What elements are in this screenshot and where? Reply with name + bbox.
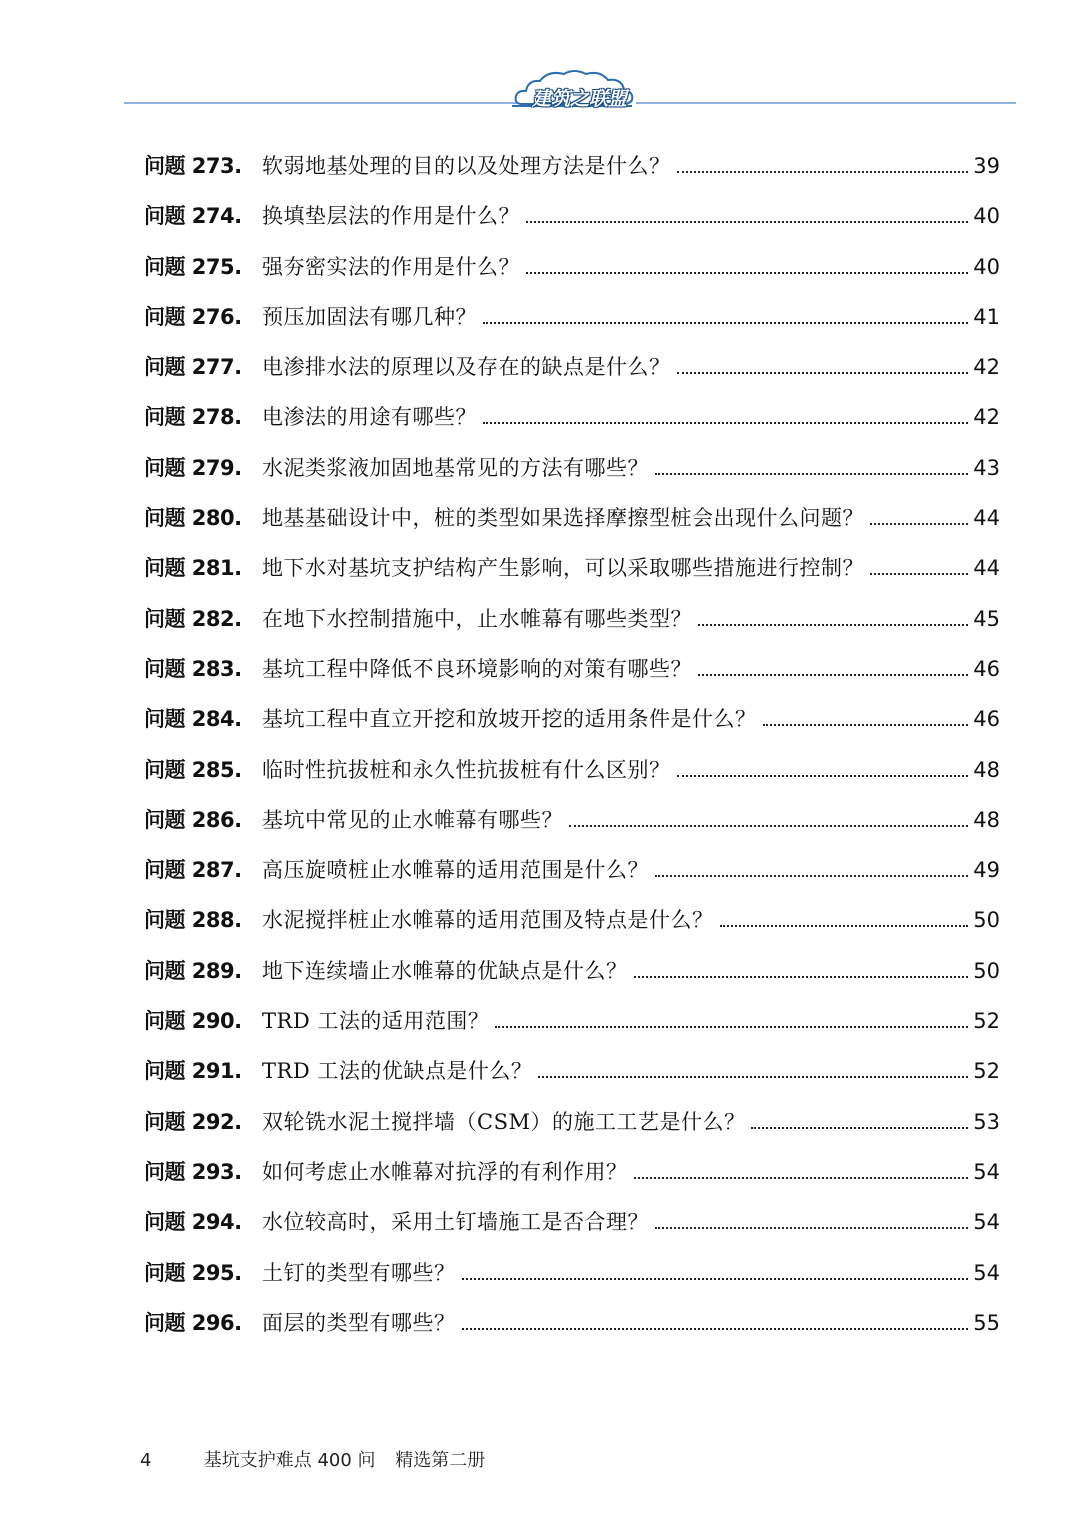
- toc-entry[interactable]: [144, 653, 1000, 703]
- toc-entry-title: 如何考虑止水帷幕对抗浮的有利作用？: [262, 1159, 628, 1184]
- toc-entry-label: 问题 293.: [144, 1159, 242, 1184]
- toc-entry[interactable]: [144, 603, 1000, 653]
- toc-entry-title: 基坑工程中直立开挖和放坡开挖的适用条件是什么？: [262, 707, 757, 732]
- toc-entry-page: 39: [973, 154, 1000, 178]
- toc-entry-page: 46: [973, 656, 1000, 681]
- toc-entry-page: 45: [973, 606, 1000, 631]
- toc-entry-page: 41: [973, 304, 1000, 329]
- toc-entry-label: 问题 295.: [144, 1260, 242, 1285]
- toc-dot-leader: [495, 1026, 968, 1028]
- page-footer: [140, 1446, 485, 1472]
- toc-entry[interactable]: [144, 552, 1000, 602]
- toc-entry-title: 水位较高时，采用土钉墙施工是否合理？: [262, 1210, 649, 1235]
- toc-entry-page: 49: [973, 858, 1000, 883]
- toc-entry-title: TRD 工法的优缺点是什么？: [262, 1059, 533, 1084]
- toc-entry-label: 问题 289.: [144, 958, 242, 983]
- toc-entry-page: 40: [973, 254, 1000, 279]
- toc-entry[interactable]: [144, 854, 1000, 904]
- toc-dot-leader: [870, 523, 968, 525]
- toc-dot-leader: [763, 724, 969, 726]
- toc-dot-leader: [677, 171, 969, 173]
- toc-entry[interactable]: [144, 904, 1000, 954]
- header-rule-right: [636, 102, 1016, 104]
- toc-dot-leader: [870, 573, 968, 575]
- toc-entry-label: 问题 273.: [144, 154, 242, 178]
- page-header: [120, 66, 1020, 116]
- toc-dot-leader: [526, 272, 968, 274]
- toc-entry[interactable]: [144, 301, 1000, 351]
- toc-entry-title: 强夯密实法的作用是什么？: [262, 254, 520, 279]
- toc-dot-leader: [483, 322, 968, 324]
- toc-dot-leader: [655, 473, 968, 475]
- toc-entry-label: 问题 282.: [144, 606, 242, 631]
- toc-entry-page: 54: [973, 1210, 1000, 1235]
- toc-entry-page: 46: [973, 707, 1000, 732]
- toc-entry-page: 42: [973, 355, 1000, 380]
- toc-entry-page: 48: [973, 757, 1000, 782]
- table-of-contents: [144, 150, 1000, 1357]
- toc-entry-label: 问题 296.: [144, 1310, 242, 1335]
- toc-entry[interactable]: [144, 200, 1000, 250]
- toc-entry-label: 问题 287.: [144, 858, 242, 883]
- toc-dot-leader: [677, 775, 969, 777]
- toc-entry[interactable]: [144, 955, 1000, 1005]
- toc-entry-title: 基坑中常见的止水帷幕有哪些？: [262, 807, 563, 832]
- toc-entry[interactable]: [144, 1005, 1000, 1055]
- toc-entry-title: 电渗排水法的原理以及存在的缺点是什么？: [262, 355, 671, 380]
- toc-entry-title: 双轮铣水泥土搅拌墙（CSM）的施工工艺是什么？: [262, 1109, 746, 1134]
- footer-volume: 精选第二册: [395, 1450, 486, 1471]
- toc-dot-leader: [655, 1227, 968, 1229]
- toc-dot-leader: [655, 875, 968, 877]
- toc-entry-title: 面层的类型有哪些？: [262, 1310, 456, 1335]
- toc-entry-label: 问题 284.: [144, 707, 242, 732]
- toc-dot-leader: [462, 1328, 969, 1330]
- toc-entry-title: 土钉的类型有哪些？: [262, 1260, 456, 1285]
- toc-entry-title: 换填垫层法的作用是什么？: [262, 204, 520, 229]
- toc-entry-title: 高压旋喷桩止水帷幕的适用范围是什么？: [262, 858, 649, 883]
- logo-text: 建筑之联盟: [532, 88, 628, 110]
- toc-entry-label: 问题 288.: [144, 908, 242, 933]
- toc-entry-title: 地下水对基坑支护结构产生影响，可以采取哪些措施进行控制？: [262, 556, 864, 581]
- toc-entry-label: 问题 294.: [144, 1210, 242, 1235]
- toc-entry[interactable]: [144, 804, 1000, 854]
- cloud-logo-icon: [510, 66, 640, 112]
- toc-entry-label: 问题 274.: [144, 204, 242, 229]
- toc-entry[interactable]: [144, 452, 1000, 502]
- toc-entry-page: 53: [973, 1109, 1000, 1134]
- toc-entry-title: 临时性抗拔桩和永久性抗拔桩有什么区别？: [262, 757, 671, 782]
- toc-dot-leader: [569, 825, 968, 827]
- toc-dot-leader: [634, 1177, 969, 1179]
- toc-entry[interactable]: [144, 1055, 1000, 1105]
- footer-book-title: 基坑支护难点 400 问: [203, 1450, 376, 1471]
- toc-entry[interactable]: [144, 754, 1000, 804]
- toc-dot-leader: [526, 221, 968, 223]
- toc-entry-title: 在地下水控制措施中，止水帷幕有哪些类型？: [262, 606, 692, 631]
- toc-entry-label: 问题 280.: [144, 506, 242, 531]
- toc-entry[interactable]: [144, 401, 1000, 451]
- toc-entry-title: 水泥搅拌桩止水帷幕的适用范围及特点是什么？: [262, 908, 714, 933]
- toc-entry[interactable]: [144, 1257, 1000, 1307]
- toc-entry-label: 问题 277.: [144, 355, 242, 380]
- toc-entry[interactable]: [144, 351, 1000, 401]
- toc-entry-title: 软弱地基处理的目的以及处理方法是什么？: [262, 154, 671, 178]
- toc-entry-title: TRD 工法的适用范围？: [262, 1009, 490, 1034]
- toc-entry[interactable]: [144, 703, 1000, 753]
- toc-entry-label: 问题 285.: [144, 757, 242, 782]
- toc-dot-leader: [483, 422, 968, 424]
- toc-entry-label: 问题 276.: [144, 304, 242, 329]
- toc-dot-leader: [538, 1076, 968, 1078]
- toc-entry-page: 42: [973, 405, 1000, 430]
- toc-dot-leader: [751, 1127, 968, 1129]
- toc-entry[interactable]: [144, 1206, 1000, 1256]
- toc-dot-leader: [720, 925, 969, 927]
- toc-entry-label: 问题 283.: [144, 656, 242, 681]
- toc-entry-page: 52: [973, 1059, 1000, 1084]
- toc-entry-page: 54: [973, 1260, 1000, 1285]
- toc-entry-label: 问题 292.: [144, 1109, 242, 1134]
- toc-entry-title: 预压加固法有哪几种？: [262, 304, 477, 329]
- toc-dot-leader: [634, 976, 969, 978]
- toc-dot-leader: [677, 372, 969, 374]
- toc-entry-title: 地下连续墙止水帷幕的优缺点是什么？: [262, 958, 628, 983]
- toc-entry-label: 问题 278.: [144, 405, 242, 430]
- toc-entry-label: 问题 290.: [144, 1009, 242, 1034]
- footer-page-number: 4: [140, 1450, 152, 1471]
- toc-entry-label: 问题 279.: [144, 455, 242, 480]
- toc-entry-title: 地基基础设计中，桩的类型如果选择摩擦型桩会出现什么问题？: [262, 506, 864, 531]
- toc-entry-page: 50: [973, 908, 1000, 933]
- toc-entry-page: 52: [973, 1009, 1000, 1034]
- toc-entry[interactable]: [144, 1156, 1000, 1206]
- toc-entry-page: 50: [973, 958, 1000, 983]
- toc-entry-page: 48: [973, 807, 1000, 832]
- toc-dot-leader: [462, 1278, 969, 1280]
- toc-entry-page: 55: [973, 1310, 1000, 1335]
- toc-entry-page: 40: [973, 204, 1000, 229]
- toc-dot-leader: [698, 674, 968, 676]
- toc-entry-page: 43: [973, 455, 1000, 480]
- toc-entry-page: 44: [973, 506, 1000, 531]
- toc-entry[interactable]: [144, 1106, 1000, 1156]
- toc-entry[interactable]: [144, 150, 1000, 200]
- header-rule-left: [124, 102, 520, 104]
- toc-entry-title: 电渗法的用途有哪些？: [262, 405, 477, 430]
- toc-entry-title: 水泥类浆液加固地基常见的方法有哪些？: [262, 455, 649, 480]
- toc-entry-label: 问题 275.: [144, 254, 242, 279]
- toc-entry-page: 54: [973, 1159, 1000, 1184]
- toc-entry-label: 问题 281.: [144, 556, 242, 581]
- toc-entry[interactable]: [144, 251, 1000, 301]
- toc-dot-leader: [698, 624, 968, 626]
- toc-entry[interactable]: [144, 1307, 1000, 1357]
- toc-entry[interactable]: [144, 502, 1000, 552]
- toc-entry-label: 问题 286.: [144, 807, 242, 832]
- toc-entry-label: 问题 291.: [144, 1059, 242, 1084]
- toc-entry-title: 基坑工程中降低不良环境影响的对策有哪些？: [262, 656, 692, 681]
- toc-entry-page: 44: [973, 556, 1000, 581]
